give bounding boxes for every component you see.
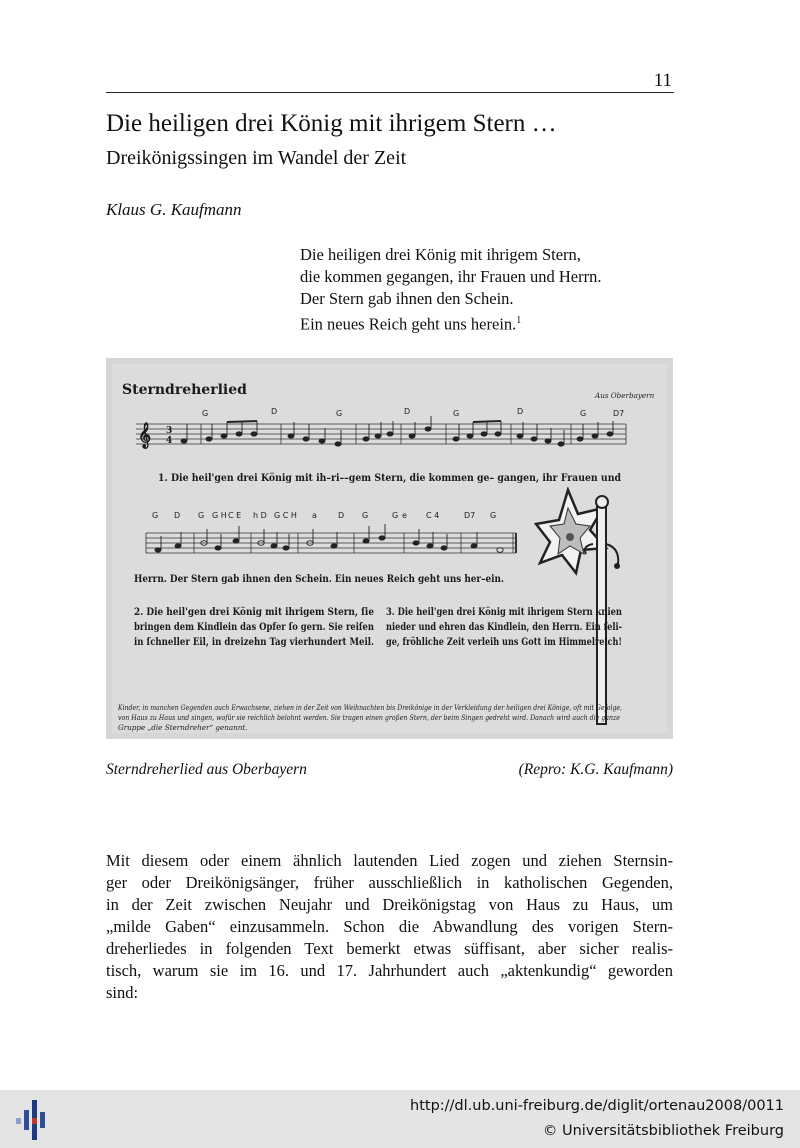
svg-text:G: G xyxy=(198,511,205,520)
svg-text:bringen dem Kindlein das Opfer: bringen dem Kindlein das Opfer ſo gern. Sie reiſen xyxy=(134,622,375,633)
footnote-marker: 1 xyxy=(516,315,522,326)
epigraph-line xyxy=(300,310,602,336)
header-rule xyxy=(106,92,674,93)
footer-url-link[interactable]: http://dl.ub.uni-freiburg.de/diglit/ortenau2008/0011 xyxy=(410,1098,784,1114)
body-line: tisch, warum sie im 16. und 17. Jahrhundert auch „aktenkundig“ geworden xyxy=(106,961,673,980)
epigraph-line: Die heiligen drei König mit ihrigem Stern, xyxy=(300,245,581,264)
svg-text:D: D xyxy=(174,511,181,520)
footer-copyright: © Universitätsbibliothek Freiburg xyxy=(542,1123,784,1139)
article-title: Die heiligen drei König mit ihrigem Stern … xyxy=(106,110,557,137)
svg-text:Gruppe „die Sterndreher“ genan: Gruppe „die Sterndreher“ genannt. xyxy=(118,723,248,732)
svg-text:G C H: G C H xyxy=(274,511,297,520)
svg-text:D: D xyxy=(517,407,524,416)
svg-text:D7: D7 xyxy=(613,409,625,418)
body-line: in der Zeit zwischen Neujahr und Dreikönigstag von Haus zu Haus, um xyxy=(106,895,673,914)
svg-text:C E: C E xyxy=(228,511,242,520)
svg-text:a: a xyxy=(312,511,317,520)
author-name: Klaus G. Kaufmann xyxy=(106,200,242,219)
epigraph xyxy=(300,244,602,336)
song-title: Sterndreherlied xyxy=(122,382,247,398)
body-line: sind: xyxy=(106,983,139,1002)
svg-text:D: D xyxy=(338,511,345,520)
svg-text:G: G xyxy=(336,409,343,418)
body-line: ger oder Dreikönigsänger, früher ausschließlich in katholischen Gegenden, xyxy=(106,873,673,892)
figure-caption: Sterndreherlied aus Oberbayern xyxy=(106,761,307,778)
svg-text:D7: D7 xyxy=(464,511,476,520)
svg-text:2. Die heil'gen drei König mit: 2. Die heil'gen drei König mit ihrigem Stern, ſie xyxy=(134,607,374,618)
svg-text:D: D xyxy=(404,407,411,416)
svg-text:G: G xyxy=(152,511,159,520)
page-number: 11 xyxy=(653,70,672,91)
svg-text:G: G xyxy=(453,409,460,418)
library-logo-icon xyxy=(12,1096,52,1144)
treble-clef-icon: 𝄞 xyxy=(138,422,152,448)
epigraph-line: die kommen gegangen, ihr Frauen und Herrn. xyxy=(300,267,602,286)
svg-text:von Haus zu Haus und singen, w: von Haus zu Haus und singen, wofür sie reichlich belohnt werden. Sie tragen einen großen Stern, der beim Singen gedreht wird. Danach wird auch die ganze xyxy=(118,713,620,722)
svg-text:3. Die heil'gen drei König mit: 3. Die heil'gen drei König mit ihrigem Stern knien xyxy=(386,607,623,618)
song-origin: Aus Oberbayern xyxy=(595,391,655,400)
lyrics-row-1: 1. Die heil'gen drei König mit ih–ri––gem Stern, die kommen ge– gangen, ihr Frauen und xyxy=(158,472,621,484)
epigraph-line: Der Stern gab ihnen den Schein. xyxy=(300,289,514,308)
svg-text:e: e xyxy=(402,511,407,520)
song-sheet-figure xyxy=(106,358,673,739)
time-signature-icon: 3 xyxy=(166,426,173,436)
svg-text:G: G xyxy=(580,409,587,418)
svg-text:Kinder, in manchen Gegenden au: Kinder, in manchen Gegenden auch Erwachsene, ziehen in der Zeit von Weihnachten bis Dreikönige in der Verkleidung der heiligen drei Könige, oft mit Gefolge, xyxy=(117,703,623,712)
epigraph-line-text: Ein neues Reich geht uns herein. xyxy=(300,314,517,334)
body-paragraph xyxy=(106,850,673,1004)
article-subtitle: Dreikönigssingen im Wandel der Zeit xyxy=(106,147,407,169)
svg-text:ge, fröhliche Zeit verleih uns: ge, fröhliche Zeit verleih uns Gott im Himmelreich! xyxy=(386,637,622,648)
svg-text:in ſchneller Eil, in dreizehn: in ſchneller Eil, in dreizehn Tag vierhundert Meil. xyxy=(134,637,374,648)
body-line: Mit diesem oder einem ähnlich lautenden Lied zogen und ziehen Sternsin- xyxy=(106,851,673,870)
body-line: „milde Gaben“ einzusammeln. Schon die Abwandlung des vorigen Stern- xyxy=(106,917,673,936)
body-line: dreherliedes in folgenden Text bemerkt etwas süffisant, aber sicher realis- xyxy=(106,939,673,958)
verse-3 xyxy=(386,607,623,648)
figure-credit: (Repro: K.G. Kaufmann) xyxy=(518,761,673,778)
svg-text:nieder und ehren das Kindlein,: nieder und ehren das Kindlein, den Herrn. Ein ſeli- xyxy=(386,622,622,633)
svg-text:h D: h D xyxy=(253,511,267,520)
svg-text:4: 4 xyxy=(166,436,173,446)
svg-text:G: G xyxy=(392,511,399,520)
lyrics-row-2: Herrn. Der Stern gab ihnen den Schein. Ein neues Reich geht uns her–ein. xyxy=(134,573,504,585)
svg-text:G H: G H xyxy=(212,511,227,520)
svg-text:D: D xyxy=(271,407,278,416)
verse-2 xyxy=(134,607,375,648)
svg-text:G: G xyxy=(202,409,209,418)
svg-text:G: G xyxy=(362,511,369,520)
svg-text:C 4: C 4 xyxy=(426,511,440,520)
song-sheet-image xyxy=(106,358,673,739)
svg-text:G: G xyxy=(490,511,497,520)
